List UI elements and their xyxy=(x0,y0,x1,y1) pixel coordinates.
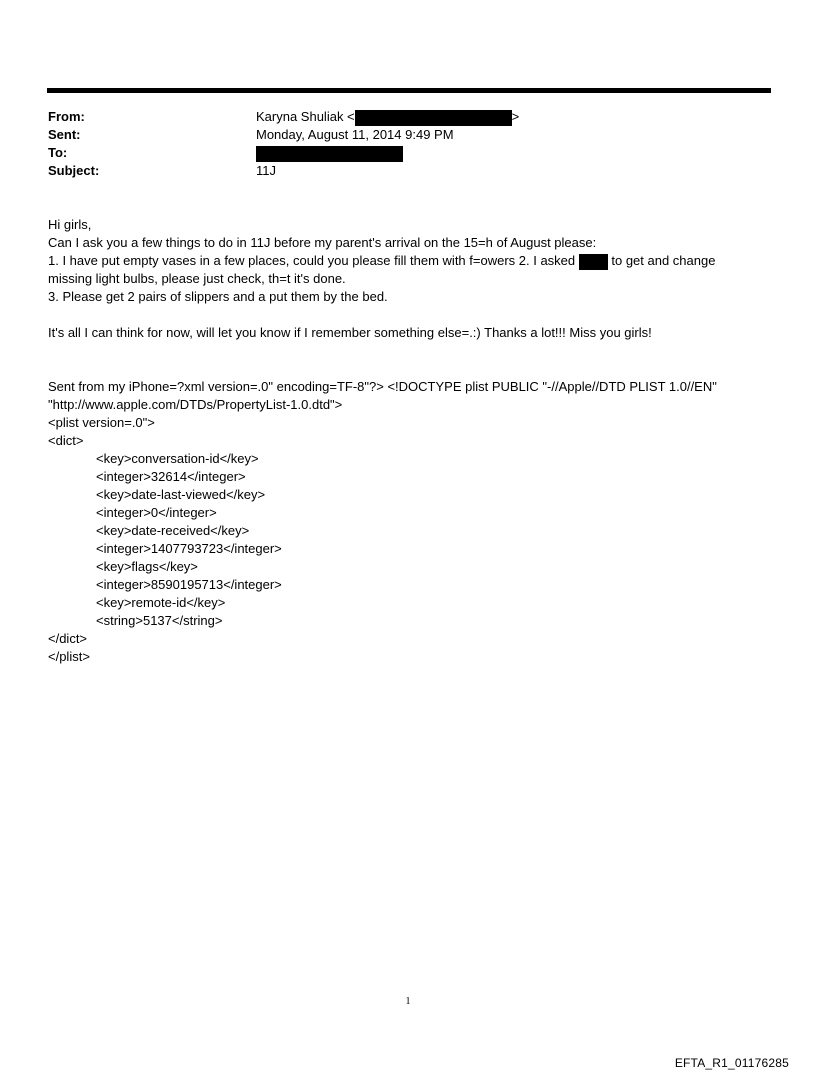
from-name: Karyna Shuliak < xyxy=(256,109,355,124)
dict-line: <key>remote-id</key> xyxy=(96,595,226,610)
from-row xyxy=(48,108,768,126)
subject-row xyxy=(48,162,768,180)
email-body xyxy=(48,216,768,666)
from-label: From: xyxy=(48,109,85,124)
blank-line xyxy=(48,306,768,324)
greeting: Hi girls, xyxy=(48,217,92,232)
email-header xyxy=(48,108,768,180)
sent-label: Sent: xyxy=(48,127,81,142)
sent-from-line: Sent from my iPhone=?xml version=.0" encoding=TF-8"?> <!DOCTYPE plist PUBLIC "-//Apple//DTD PLIST 1.0//EN" xyxy=(48,379,717,394)
body-line-part: 1. I have put empty vases in a few places, could you please fill them with f=owers 2. I asked xyxy=(48,253,579,268)
header-rule xyxy=(47,88,771,93)
blank-line xyxy=(48,360,768,378)
dict-close: </dict> xyxy=(48,631,88,646)
dict-open: <dict> xyxy=(48,433,84,448)
body-line xyxy=(48,252,768,270)
dict-line: <key>date-last-viewed</key> xyxy=(96,487,266,502)
subject-value: 11J xyxy=(256,163,276,178)
dict-line: <integer>0</integer> xyxy=(96,505,217,520)
subject-label: Subject: xyxy=(48,163,100,178)
redaction-box xyxy=(579,254,608,270)
dict-line: <key>flags</key> xyxy=(96,559,198,574)
to-value xyxy=(256,144,768,162)
blank-line xyxy=(48,342,768,360)
redaction-box xyxy=(355,110,512,126)
from-value xyxy=(256,108,768,126)
dtd-line: "http://www.apple.com/DTDs/PropertyList-1.0.dtd"> xyxy=(48,397,343,412)
page-number: 1 xyxy=(405,996,411,1007)
dict-line: <key>date-received</key> xyxy=(96,523,250,538)
dict-line: <integer>32614</integer> xyxy=(96,469,246,484)
sent-row xyxy=(48,126,768,144)
plist-close: </plist> xyxy=(48,649,90,664)
from-suffix: > xyxy=(511,109,520,124)
sent-value: Monday, August 11, 2014 9:49 PM xyxy=(256,127,454,142)
body-line: missing light bulbs, please just check, th=t it's done. xyxy=(48,271,346,286)
body-line-part: to get and change xyxy=(607,253,716,268)
redaction-box xyxy=(256,146,403,162)
dict-line: <integer>1407793723</integer> xyxy=(96,541,282,556)
dict-line: <string>5137</string> xyxy=(96,613,223,628)
dict-line: <key>conversation-id</key> xyxy=(96,451,259,466)
plist-open: <plist version=.0"> xyxy=(48,415,155,430)
body-line: It's all I can think for now, will let you know if I remember something else=.:) Thanks a lot!!! Miss you girls! xyxy=(48,325,652,340)
document-id: EFTA_R1_01176285 xyxy=(674,1056,789,1070)
to-label: To: xyxy=(48,145,68,160)
to-row xyxy=(48,144,768,162)
body-line: 3. Please get 2 pairs of slippers and a put them by the bed. xyxy=(48,289,388,304)
body-line: Can I ask you a few things to do in 11J before my parent's arrival on the 15=h of August please: xyxy=(48,235,597,250)
dict-line: <integer>8590195713</integer> xyxy=(96,577,282,592)
